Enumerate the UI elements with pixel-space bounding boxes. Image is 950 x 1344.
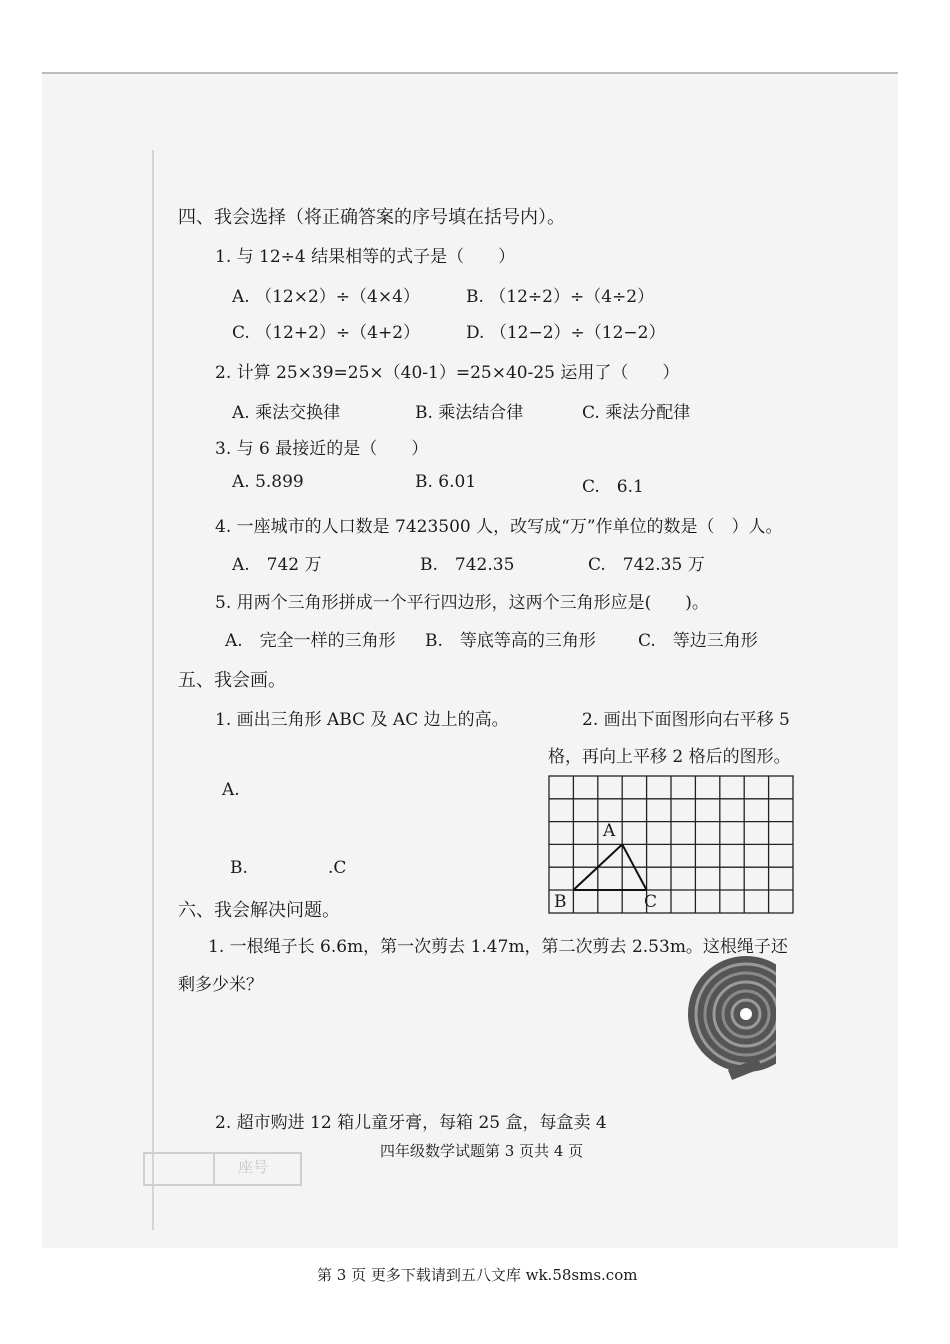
q4-5-option-c: C. 等边三角形	[638, 631, 758, 651]
point-a-label: A.	[222, 780, 240, 800]
q4-1-option-a: A. （12×2）÷（4×4）	[232, 287, 420, 307]
q4-2-option-a: A. 乘法交换律	[232, 403, 341, 423]
point-c-label: .C	[328, 858, 347, 878]
rope-coil-illustration	[688, 950, 776, 1094]
q4-3-option-b: B. 6.01	[415, 472, 477, 492]
download-note: 第 3 页 更多下载请到五八文库 wk.58sms.com	[317, 1266, 638, 1284]
top-rule	[42, 72, 898, 74]
page-number-label: 四年级数学试题第 3 页共 4 页	[380, 1142, 584, 1160]
seat-number-stamp: 座号	[238, 1158, 269, 1176]
score-box	[143, 1152, 302, 1186]
q4-1-option-d: D. （12−2）÷（12−2）	[466, 323, 666, 343]
q4-5-option-a: A. 完全一样的三角形	[225, 631, 396, 651]
q4-2-option-c: C. 乘法分配律	[582, 403, 691, 423]
q5-1-text: 1. 画出三角形 ABC 及 AC 边上的高。	[215, 710, 509, 730]
q4-1-stem: 1. 与 12÷4 结果相等的式子是（ ）	[215, 247, 516, 267]
q4-2-option-b: B. 乘法结合律	[415, 403, 524, 423]
section-four-heading: 四、我会选择（将正确答案的序号填在括号内）。	[178, 207, 565, 228]
q4-2-stem: 2. 计算 25×39=25×（40-1）=25×40-25 运用了（ ）	[215, 363, 680, 383]
grid-vertex-b: B	[554, 892, 567, 912]
q4-4-option-b: B. 742.35	[420, 555, 515, 575]
q4-4-option-a: A. 742 万	[232, 555, 322, 575]
section-six-heading: 六、我会解决问题。	[178, 900, 340, 921]
q4-1-option-c: C. （12+2）÷（4+2）	[232, 323, 421, 343]
q5-2-text-line2: 格，再向上平移 2 格后的图形。	[548, 747, 791, 767]
point-b-label: B.	[230, 858, 248, 878]
q4-3-option-a: A. 5.899	[232, 472, 304, 492]
q4-5-stem: 5. 用两个三角形拼成一个平行四边形，这两个三角形应是( )。	[215, 593, 709, 613]
q4-4-stem: 4. 一座城市的人口数是 7423500 人，改写成“万”作单位的数是（ ）人。	[215, 517, 783, 537]
translation-grid	[548, 775, 798, 921]
q4-3-stem: 3. 与 6 最接近的是（ ）	[215, 439, 429, 459]
q6-1-line1: 1. 一根绳子长 6.6m，第一次剪去 1.47m，第二次剪去 2.53m。这根绳子还	[208, 937, 788, 957]
grid-vertex-c: C	[644, 892, 658, 912]
q4-5-option-b: B. 等底等高的三角形	[425, 631, 596, 651]
score-box-divider	[213, 1152, 215, 1186]
q6-1-line2: 剩多少米？	[178, 975, 263, 995]
binding-margin-line	[152, 150, 154, 1230]
section-five-heading: 五、我会画。	[178, 670, 286, 691]
q4-1-option-b: B. （12÷2）÷（4÷2）	[466, 287, 655, 307]
grid-vertex-a: A	[603, 821, 616, 841]
q4-3-option-c: C. 6.1	[582, 477, 644, 497]
q5-2-text-line1: 2. 画出下面图形向右平移 5	[582, 710, 790, 730]
q6-2-text: 2. 超市购进 12 箱儿童牙膏，每箱 25 盒，每盒卖 4	[215, 1113, 607, 1133]
q4-4-option-c: C. 742.35 万	[588, 555, 705, 575]
